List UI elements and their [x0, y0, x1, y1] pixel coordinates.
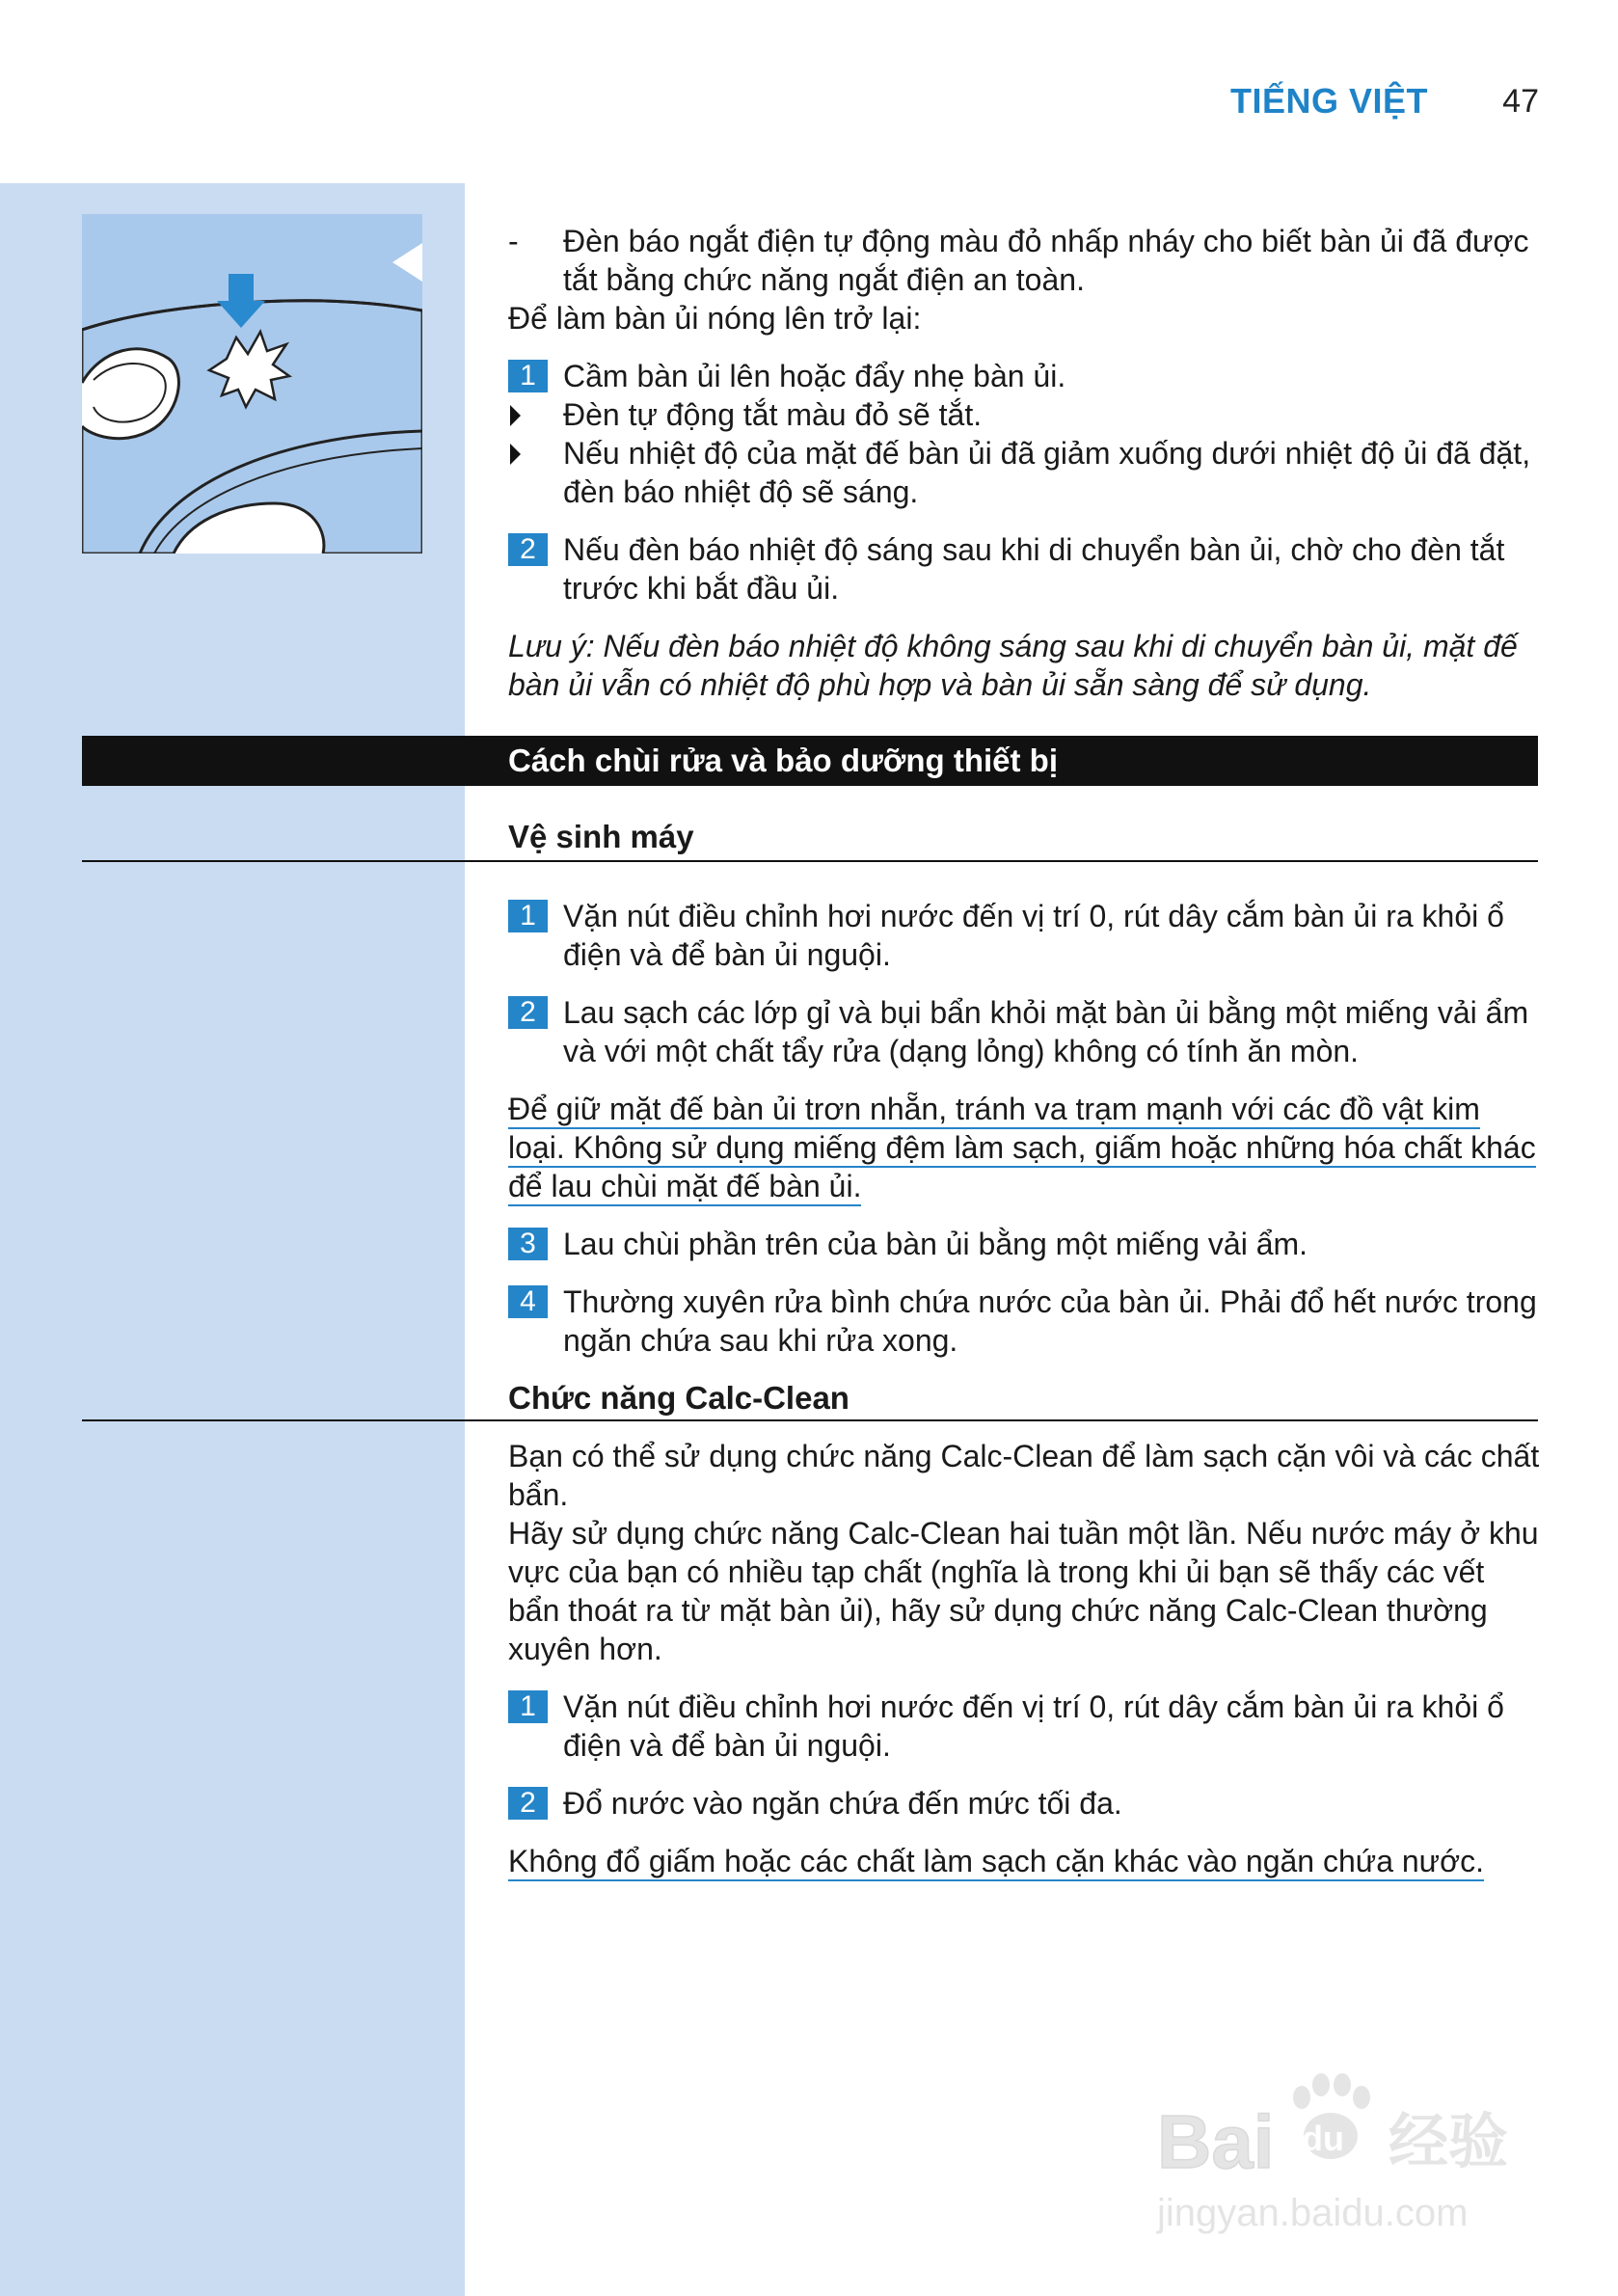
result-bullet: Nếu nhiệt độ của mặt đế bàn ủi đã giảm xuống dưới nhiệt độ ủi đã đặt, đèn báo nhiệt độ sẽ sáng. — [508, 434, 1540, 511]
intro-lead: Để làm bàn ủi nóng lên trở lại: — [508, 301, 922, 336]
heading-rule — [82, 860, 1538, 862]
step-item: 2 Đổ nước vào ngăn chứa đến mức tối đa. — [508, 1784, 1540, 1823]
svg-text:du: du — [1302, 2119, 1344, 2158]
svg-text:经验: 经验 — [1389, 2106, 1509, 2176]
svg-text:jingyan.baidu.com: jingyan.baidu.com — [1157, 2192, 1469, 2234]
iron-safety-shutoff-illustration — [82, 214, 422, 554]
baidu-watermark — [1147, 2054, 1552, 2247]
calc-clean-para: Hãy sử dụng chức năng Calc-Clean hai tuần một lần. Nếu nước máy ở khu vực của bạn có nhiều tạp chất (nghĩa là trong khi ủi bạn sẽ thấy các vết bẩn thoát ra từ mặt bàn ủi), hãy sử dụng chức năng Calc-Clean thường xuyên hơn. — [508, 1516, 1539, 1666]
triangle-bullet-icon — [510, 444, 521, 465]
step-item: 2 Nếu đèn báo nhiệt độ sáng sau khi di chuyển bàn ủi, chờ cho đèn tắt trước khi bắt đầu ủi. — [508, 530, 1540, 608]
svg-text:Bai: Bai — [1157, 2099, 1275, 2184]
dash-list-item: - Đèn báo ngắt điện tự động màu đỏ nhấp nháy cho biết bàn ủi đã được tắt bằng chức năng ngắt điện an toàn. — [508, 224, 1529, 297]
step-item: 2 Lau sạch các lớp gỉ và bụi bẩn khỏi mặt bàn ủi bằng một miếng vải ẩm và với một chất tẩy rửa (dạng lỏng) không có tính ăn mòn. — [508, 993, 1540, 1070]
calc-clean-heading: Chức năng Calc-Clean — [508, 1380, 849, 1416]
step-item: 1 Vặn nút điều chỉnh hơi nước đến vị trí 0, rút dây cắm bàn ủi ra khỏi ổ điện và để bàn ủi nguội. — [508, 1688, 1540, 1765]
step-item: 3 Lau chùi phần trên của bàn ủi bằng một miếng vải ẩm. — [508, 1225, 1540, 1263]
note-text: Lưu ý: Nếu đèn báo nhiệt độ không sáng sau khi di chuyển bàn ủi, mặt đế bàn ủi vẫn có nhiệt độ phù hợp và bàn ủi sẵn sàng để sử dụng. — [508, 629, 1518, 702]
step-item: 4 Thường xuyên rửa bình chứa nước của bàn ủi. Phải đổ hết nước trong ngăn chứa sau khi rửa xong. — [508, 1283, 1540, 1360]
result-bullet: Đèn tự động tắt màu đỏ sẽ tắt. — [508, 395, 1540, 434]
warning-text: Không đổ giấm hoặc các chất làm sạch cặn khác vào ngăn chứa nước. — [508, 1842, 1545, 1880]
language-label: TIẾNG VIỆT — [1229, 81, 1428, 121]
calc-clean-para: Bạn có thể sử dụng chức năng Calc-Clean để làm sạch cặn vôi và các chất bẩn. — [508, 1439, 1540, 1512]
triangle-bullet-icon — [510, 405, 521, 426]
section-title-bar: Cách chùi rửa và bảo dưỡng thiết bị — [82, 736, 1538, 786]
page-number: 47 — [1502, 83, 1539, 120]
arrow-down-icon — [229, 274, 254, 301]
heading-rule — [82, 1419, 1538, 1421]
step-item: 1 Vặn nút điều chỉnh hơi nước đến vị trí 0, rút dây cắm bàn ủi ra khỏi ổ điện và để bàn ủi nguội. — [508, 897, 1540, 974]
cleaning-heading: Vệ sinh máy — [508, 819, 694, 854]
step-item: 1 Cầm bàn ủi lên hoặc đẩy nhẹ bàn ủi. — [508, 357, 1540, 395]
warning-text: Để giữ mặt đế bàn ủi trơn nhẵn, tránh va trạm mạnh với các đồ vật kim loại. Không sử dụng miếng đệm làm sạch, giấm hoặc những hóa chất khác để lau chùi mặt đế bàn ủi. — [508, 1090, 1545, 1205]
